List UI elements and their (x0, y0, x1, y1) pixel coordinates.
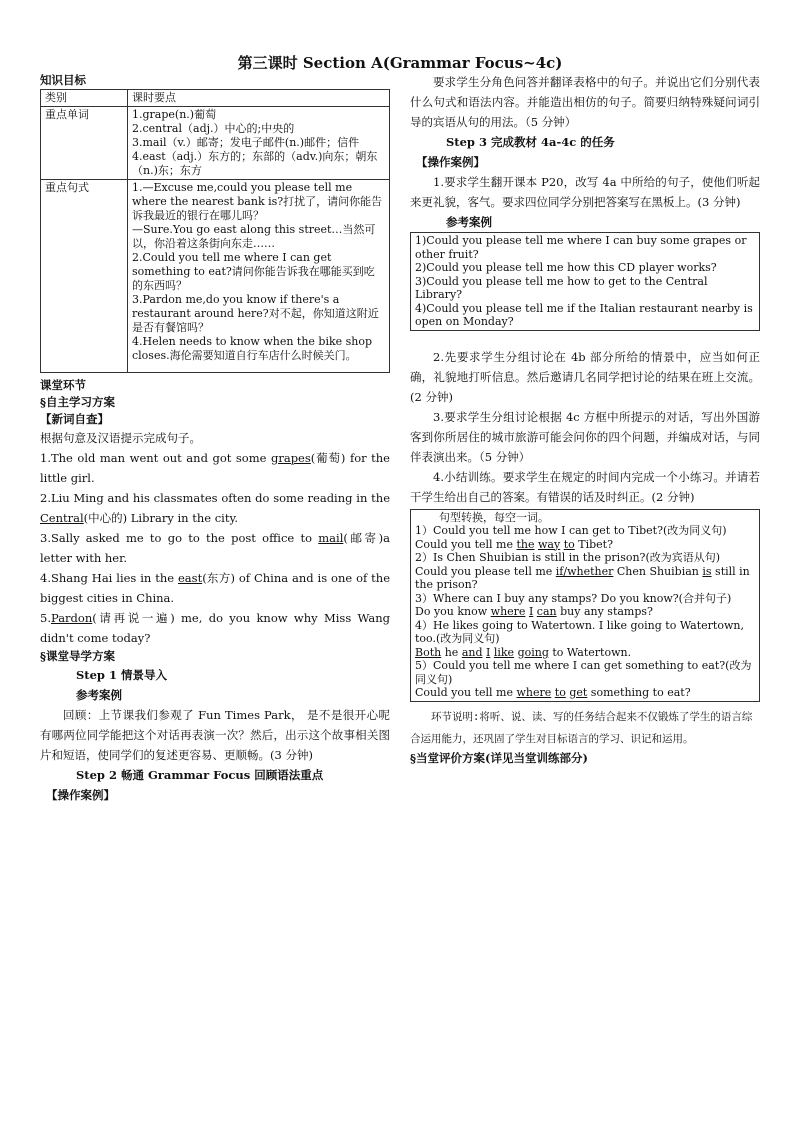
exercise-sentence (40, 568, 390, 608)
word-line: 1.grape(n.)葡萄 (132, 108, 217, 121)
answer-blank: like (493, 645, 515, 659)
word-line: 2.central（adj.）中心的;中央的 (132, 122, 295, 135)
answer-blank: mail (318, 531, 344, 545)
answer-text: buy any stamps? (556, 605, 653, 618)
sentence-text: (葡萄) for the little girl. (40, 451, 390, 485)
answer-blank: I (486, 645, 491, 659)
sentence-text: 1.The old man went out and got some (40, 451, 271, 465)
answer-text: he (441, 645, 462, 659)
answer-blank: going (517, 645, 549, 659)
task4-paragraph: 4.小结训练。要求学生在规定的时间内完成一个小练习。并请若干学生给出自己的答案。有错误的话及时纠正。(2 分钟) (410, 469, 760, 504)
exercise-answer (415, 686, 755, 700)
task1-paragraph: 1.要求学生翻开课本 P20，改写 4a 中所给的句子，使他们听起来更礼貌，客气。要求四位同学分别把答案写在黑板上。(3 分钟) (410, 175, 760, 209)
answer-text: to Watertown. (548, 645, 632, 659)
sentence-text: (东方) of China and is one of the biggest cities in China. (40, 571, 391, 605)
answer-blank: to (563, 537, 575, 551)
exercise-box (410, 509, 760, 702)
answer-blank: if/whether (555, 564, 614, 578)
exercise-question: 2）Is Chen Shuibian is still in the prison?(改为宾语从句) (415, 551, 721, 564)
answer-blank: way (538, 537, 561, 551)
row-content (128, 107, 390, 180)
answer-blank: Both (415, 645, 442, 659)
answer-blank: to (554, 686, 566, 699)
exercise-question: 3）Where can I buy any stamps? Do you know?(合并句子) (415, 591, 732, 605)
word-line: 3.mail（v.）邮寄；发电子邮件(n.)邮件；信件 (132, 136, 360, 149)
table-header-row (41, 90, 390, 107)
class-heading: 课堂环节 (40, 378, 86, 392)
evaluation-heading: §当堂评价方案(详见当堂训练部分) (410, 750, 588, 765)
sentence-text: 4.Shang Hai lies in the (40, 571, 178, 585)
reference-box (410, 232, 760, 331)
operation-heading: 【操作案例】 (46, 788, 115, 802)
answer-text: Could you tell me (415, 537, 517, 551)
pattern-line: —Sure.You go east along this street…当然可以，你沿着这条街向东走…… (132, 223, 376, 250)
reference-line: 3)Could you please tell me how to get to the Central Library? (415, 274, 708, 301)
answer-blank: Central (40, 511, 84, 525)
exercise-question: 5）Could you tell me where I can get something to eat?(改为同义句) (415, 659, 752, 686)
guide-heading: §课堂导学方案 (40, 649, 116, 663)
row-label: 重点句式 (41, 180, 128, 373)
table-header-cell: 课时要点 (128, 90, 390, 107)
answer-blank: and (461, 645, 483, 659)
answer-text: Tibet? (574, 537, 613, 551)
exercise-answer (415, 646, 755, 660)
reference-line: 2)Could you please tell me how this CD player works? (415, 261, 717, 274)
exercise-answer (415, 605, 755, 619)
exercise-question: 4）He likes going to Watertown. I like going to Watertown, too.(改为同义句) (415, 618, 744, 645)
pattern-line: 1.—Excuse me,could you please tell me where the nearest bank is?打扰了，请问你能告诉我最近的银行在哪儿吗？ (132, 181, 383, 222)
answer-blank: where (516, 686, 552, 699)
answer-text: Chen Shuibian (613, 564, 703, 578)
answer-text: Do you know (415, 605, 491, 618)
answer-blank: Pardon (50, 611, 93, 625)
exercise-answer (415, 565, 755, 592)
knowledge-heading: 知识目标 (40, 73, 86, 87)
exercise-sentence (40, 528, 390, 568)
reference-heading: 参考案例 (446, 215, 492, 229)
answer-text: still in the prison? (415, 564, 750, 591)
task3-paragraph: 3.要求学生分组讨论根据 4c 方框中所提示的对话，写出外国游客到你所居住的城市旅游可能会问你的四个问题，并编成对话，与同伴表演出来。（5 分钟） (410, 409, 760, 464)
answer-blank: east (178, 571, 203, 585)
knowledge-table (40, 89, 390, 373)
table-row (41, 107, 390, 180)
instruction: 根据句意及汉语提示完成句子。 (40, 431, 201, 445)
answer-blank: I (528, 605, 534, 618)
review-paragraph: 回顾：上节课我们参观了 Fun Times Park， 是不是很开心呢有哪两位同学能把这个对话再表演一次？然后，出示这个故事相关图片和短语，使同学们的复述更容易、更顺畅。(3 分钟) (40, 708, 390, 762)
reference-heading: 参考案例 (76, 688, 122, 702)
sentence-text: (请再说一遍) me, do you know why Miss Wang didn't come today? (40, 611, 390, 645)
sentence-text: 3.Sally asked me to go to the post office to (40, 531, 319, 545)
word-line: 4.east（adj.）东方的；东部的（adv.)向东；朝东（n.)东；东方 (132, 150, 378, 177)
answer-blank: the (516, 537, 535, 551)
answer-blank: get (569, 686, 588, 699)
segment-note: 环节说明:将听、说、读、写的任务结合起来不仅锻炼了学生的语言综合运用能力，还巩固了学生对目标语言的学习、识记和运用。 (410, 710, 753, 745)
sentence-text: 5. (40, 611, 51, 625)
exercise-sentence (40, 448, 390, 488)
task2-paragraph: 2.先要求学生分组讨论在 4b 部分所给的情景中，应当如何正确，礼貌地打听信息。然后邀请几名同学把讨论的结果在班上交流。(2 分钟) (410, 349, 760, 404)
operation-heading: 【操作案例】 (416, 155, 485, 169)
table-header-cell: 类别 (41, 90, 128, 107)
answer-text: Could you tell me (415, 686, 517, 699)
exercise-sentence (40, 488, 390, 528)
sentence-text: (邮寄)a letter with her. (40, 531, 390, 565)
pattern-line: 3.Pardon me,do you know if there's a restaurant around here?对不起，你知道这附近是否有餐馆吗？ (132, 293, 379, 334)
table-row (41, 180, 390, 373)
pattern-line: 4.Helen needs to know when the bike shop closes.海伦需要知道自行车店什么时候关门。 (132, 335, 373, 362)
row-content (128, 180, 390, 373)
answer-blank: can (536, 605, 557, 618)
answer-text: Could you please tell me (415, 564, 556, 578)
pattern-line: 2.Could you tell me where I can get something to eat?请问你能告诉我在哪能买到吃的东西吗？ (132, 251, 375, 292)
left-column (40, 72, 390, 805)
sentence-text: 2.Liu Ming and his classmates often do some reading in the (40, 491, 390, 505)
intro-paragraph: 要求学生分角色问答并翻译表格中的句子。并说出它们分别代表什么句式和语法内容。并能造出相仿的句子。简要归纳特殊疑问词引导的宾语从句的用法。（5 分钟） (410, 75, 760, 129)
row-label: 重点单词 (41, 107, 128, 180)
exercise-answer (415, 538, 755, 552)
page-title: 第三课时 Section A(Grammar Focus~4c) (237, 54, 563, 72)
exercise-question: 1）Could you tell me how I can get to Tibet?(改为同义句) (415, 524, 727, 537)
answer-blank: is (702, 564, 712, 578)
exercise-sentence (40, 608, 390, 648)
right-column (410, 72, 760, 767)
answer-blank: grapes (270, 451, 311, 465)
step1-heading: Step 1 情景导入 (76, 668, 167, 682)
reference-line: 1)Could you please tell me where I can buy some grapes or other fruit? (415, 234, 747, 261)
new-words-heading: 【新词自查】 (40, 412, 109, 426)
answer-text: something to eat? (587, 686, 691, 699)
step3-heading: Step 3 完成教材 4a-4c 的任务 (446, 135, 615, 149)
reference-line: 4)Could you please tell me if the Italian restaurant nearby is open on Monday? (415, 301, 753, 328)
answer-blank: where (490, 605, 526, 618)
sentence-text: (中心的) Library in the city. (83, 511, 239, 525)
self-study-heading: §自主学习方案 (40, 395, 116, 409)
step2-heading: Step 2 畅通 Grammar Focus 回顾语法重点 (76, 768, 324, 782)
exercise-title: 句型转换，每空一词。 (439, 510, 549, 524)
